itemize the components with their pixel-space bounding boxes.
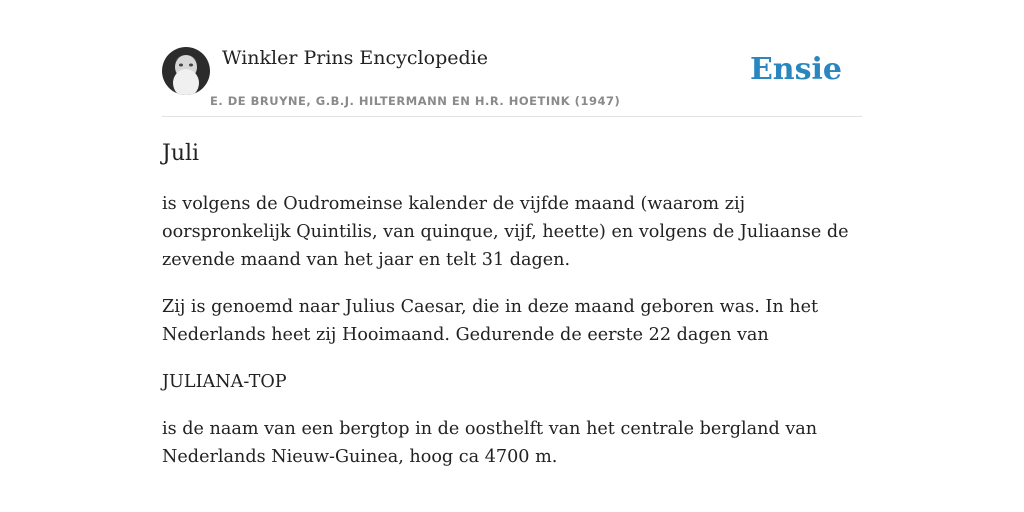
page-header — [162, 46, 862, 117]
site-title[interactable]: Winkler Prins Encyclopedie — [222, 47, 488, 69]
article — [162, 138, 862, 490]
brand-logo[interactable]: Ensie — [749, 52, 842, 87]
article-title: Juli — [162, 141, 200, 166]
article-subheading: JULIANA-TOP — [162, 372, 287, 392]
author-portrait-icon[interactable] — [162, 47, 210, 95]
article-paragraph: Zij is genoemd naar Julius Caesar, die in deze maand geboren was. In het Nederlands heet zij Hooimaand. Gedurende de eerste 22 dagen van — [162, 297, 819, 345]
article-paragraph: is volgens de Oudromeinse kalender de vijfde maand (waarom zij oorspronkelijk Quintilis, van quinque, vijf, heette) en volgens de Juliaanse de zevende maand van het jaar en telt 31 dagen. — [162, 194, 849, 270]
article-paragraph: is de naam van een bergtop in de oosthelft van het centrale bergland van Nederlands Nieuw-Guinea, hoog ca 4700 m. — [162, 419, 818, 467]
authors-credit: E. DE BRUYNE, G.B.J. HILTERMANN EN H.R. HOETINK (1947) — [210, 94, 621, 108]
